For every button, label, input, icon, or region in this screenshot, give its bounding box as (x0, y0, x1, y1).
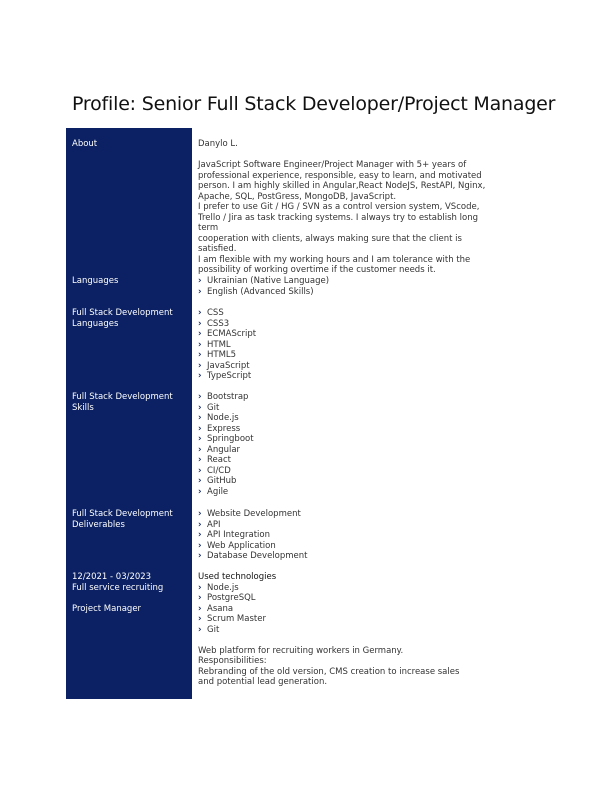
about-line: cooperation with clients, always making sure that the client is satisfied. (198, 233, 462, 254)
chevron-right-icon: › (198, 624, 202, 635)
chevron-right-icon: › (198, 413, 202, 423)
chevron-right-icon: › (198, 350, 202, 360)
fs-deliverables-label: Full Stack Development Deliverables (72, 509, 173, 530)
chevron-right-icon: › (198, 582, 202, 593)
chevron-right-icon: › (198, 444, 202, 455)
list-item: › Express (198, 423, 241, 434)
chevron-right-icon: › (198, 530, 202, 540)
list-item: › HTML5 (198, 350, 237, 360)
chevron-right-icon: › (198, 455, 202, 465)
chevron-right-icon: › (198, 540, 202, 551)
chevron-right-icon: › (198, 423, 202, 434)
chevron-right-icon: › (198, 286, 202, 297)
chevron-right-icon: › (198, 476, 202, 486)
description-line: Responsibilities: (198, 656, 267, 666)
chevron-right-icon: › (198, 392, 202, 402)
list-item: › Ukrainian (Native Language) (198, 276, 330, 286)
tech-list (198, 583, 498, 636)
fs-languages-label: Full Stack Development Languages (72, 308, 173, 329)
list-item: › PostgreSQL (198, 593, 256, 603)
experience-meta (72, 572, 188, 615)
fs-skills-label: Full Stack Development Skills (72, 392, 173, 413)
chevron-right-icon: › (198, 318, 202, 329)
chevron-right-icon: › (198, 329, 202, 339)
chevron-right-icon: › (198, 593, 202, 603)
chevron-right-icon: › (198, 486, 202, 497)
chevron-right-icon: › (198, 308, 202, 318)
tech-heading: Used technologies (198, 572, 277, 582)
list-item: › Agile (198, 486, 229, 497)
chevron-right-icon: › (198, 339, 202, 350)
about-line: I am flexible with my working hours and I am tolerance with the (198, 254, 471, 265)
experience-details (198, 572, 498, 688)
fs-skills-list (198, 392, 498, 497)
chevron-right-icon: › (198, 519, 202, 530)
chevron-right-icon: › (198, 603, 202, 614)
about-line: Apache, SQL, PostGress, MongoDB, JavaScript. (198, 191, 397, 202)
list-item: › Website Development (198, 509, 301, 519)
about-line: professional experience, responsible, easy to learn, and motivated (198, 170, 482, 181)
list-item: › Angular (198, 444, 241, 455)
experience-company: Full service recruiting (72, 583, 164, 593)
list-item: › Node.js (198, 413, 239, 423)
list-item: › CSS (198, 308, 224, 318)
about-line: JavaScript Software Engineer/Project Manager with 5+ years of (198, 160, 467, 170)
list-item: › Database Development (198, 551, 308, 561)
list-item: › Springboot (198, 434, 254, 444)
about-line: person. I am highly skilled in Angular,React NodeJS, RestAPI, Nginx, (198, 181, 486, 191)
about-label: About (72, 139, 98, 149)
list-item: › React (198, 455, 231, 465)
list-item: › Asana (198, 603, 234, 614)
list-item: › HTML (198, 339, 231, 350)
list-item: › TypeScript (198, 371, 252, 381)
chevron-right-icon: › (198, 371, 202, 381)
list-item: › Git (198, 624, 220, 635)
list-item: › Git (198, 402, 220, 413)
list-item: › JavaScript (198, 360, 250, 371)
fs-languages-list (198, 308, 498, 382)
list-item: › Scrum Master (198, 614, 266, 624)
description-line: Rebranding of the old version, CMS creation to increase sales (198, 666, 460, 677)
languages-label: Languages (72, 276, 119, 286)
fs-deliverables-list (198, 509, 498, 562)
list-item: › English (Advanced Skills) (198, 286, 314, 297)
list-item: › CSS3 (198, 318, 230, 329)
experience-description (198, 646, 498, 688)
chevron-right-icon: › (198, 276, 202, 286)
list-item: › Node.js (198, 582, 239, 593)
list-item: › CI/CD (198, 465, 231, 476)
list-item: › API (198, 519, 221, 530)
page-title: Profile: Senior Full Stack Developer/Project Manager (72, 93, 556, 115)
list-item: › GitHub (198, 476, 237, 486)
list-item: › Bootstrap (198, 392, 249, 402)
about-line: Trello / Jira as task tracking systems. I always try to establish long term (198, 212, 478, 233)
list-item: › Web Application (198, 540, 276, 551)
chevron-right-icon: › (198, 614, 202, 624)
list-item: › API Integration (198, 530, 270, 540)
chevron-right-icon: › (198, 360, 202, 371)
list-item: › ECMAScript (198, 329, 257, 339)
chevron-right-icon: › (198, 551, 202, 561)
experience-dates: 12/2021 - 03/2023 (72, 572, 152, 582)
about-line: I prefer to use Git / HG / SVN as a control version system, VScode, (198, 202, 480, 212)
candidate-name: Danylo L. (198, 139, 238, 149)
about-line: possibility of working overtime if the customer needs it. (198, 265, 436, 275)
experience-role: Project Manager (72, 604, 142, 614)
chevron-right-icon: › (198, 434, 202, 444)
about-text (198, 160, 498, 276)
chevron-right-icon: › (198, 465, 202, 476)
languages-list (198, 276, 498, 297)
chevron-right-icon: › (198, 402, 202, 413)
chevron-right-icon: › (198, 509, 202, 519)
description-line: Web platform for recruiting workers in Germany. (198, 645, 404, 656)
description-line: and potential lead generation. (198, 677, 328, 687)
